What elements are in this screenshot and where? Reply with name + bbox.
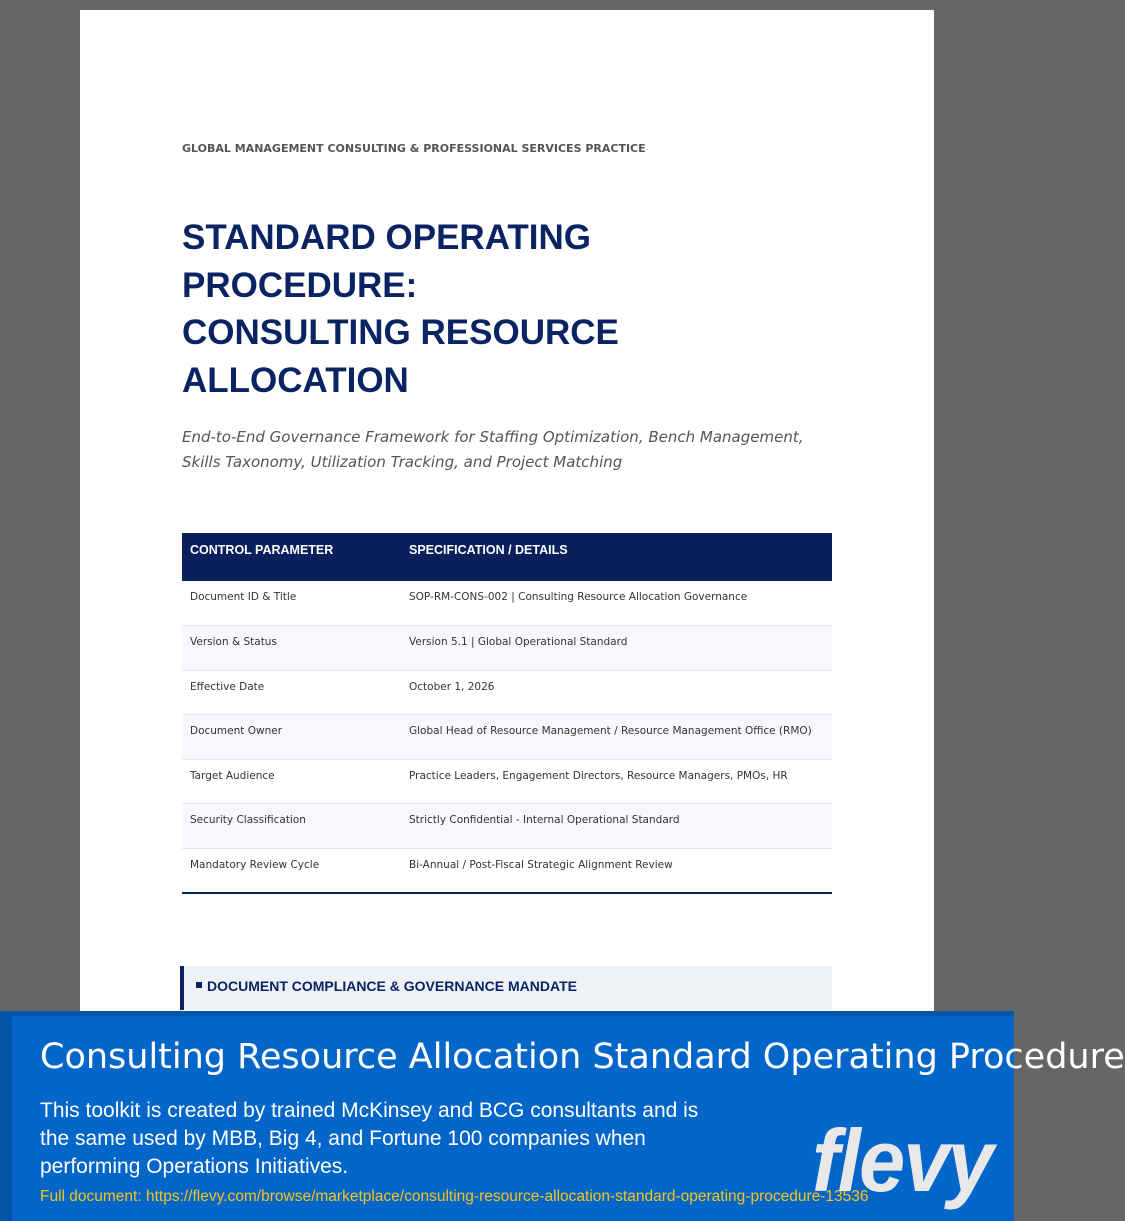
parameter-cell: Document Owner (190, 725, 283, 737)
parameter-cell: Document ID & Title (190, 591, 297, 603)
square-bullet-icon (196, 982, 202, 988)
table-row (182, 626, 832, 671)
table-row (182, 581, 832, 626)
flevy-logo-text: flevy (812, 1111, 998, 1210)
details-cell: October 1, 2026 (409, 680, 495, 693)
parameter-cell: Mandatory Review Cycle (190, 858, 320, 871)
promo-banner (0, 1011, 1125, 1221)
title-line: ALLOCATION (182, 360, 409, 400)
section-title-text: DOCUMENT COMPLIANCE & GOVERNANCE MANDATE (207, 978, 577, 994)
details-cell: Bi-Annual / Post-Fiscal Strategic Alignment Review (409, 858, 673, 871)
details-cell: Global Head of Resource Management / Resource Management Office (RMO) (409, 725, 812, 737)
table-row (182, 759, 832, 804)
column-header: SPECIFICATION / DETAILS (409, 543, 568, 557)
control-parameters-table (182, 533, 832, 894)
banner-description: This toolkit is created by trained McKinsey and BCG consultants and is the same used by MBB, Big 4, and Fortune 100 companies when performing Operations Initiatives. (40, 1099, 699, 1178)
details-cell: SOP-RM-CONS-002 | Consulting Resource Allocation Governance (409, 591, 748, 603)
table-row (182, 715, 832, 760)
banner-topline (0, 1011, 1014, 1016)
banner-title: Consulting Resource Allocation Standard Operating Procedure (40, 1037, 1125, 1077)
table-row (182, 670, 832, 715)
practice-kicker: GLOBAL MANAGEMENT CONSULTING & PROFESSIONAL SERVICES PRACTICE (182, 142, 646, 155)
document-subtitle: End-to-End Governance Framework for Staffing Optimization, Bench Management, Skills Taxonomy, Utilization Tracking, and Project Matching (182, 428, 804, 471)
section-header (180, 966, 832, 1010)
parameter-cell: Version & Status (190, 636, 277, 648)
title-line: CONSULTING RESOURCE (182, 313, 619, 352)
title-line: STANDARD OPERATING (182, 218, 591, 257)
parameter-cell: Security Classification (190, 814, 306, 826)
table-header-row (182, 533, 832, 581)
column-header: CONTROL PARAMETER (190, 543, 334, 557)
title-line: PROCEDURE: (182, 265, 418, 305)
document-title (182, 214, 742, 404)
flevy-logo (806, 1105, 998, 1210)
details-cell: Strictly Confidential - Internal Operational Standard (409, 814, 680, 826)
parameter-cell: Target Audience (190, 769, 275, 782)
parameter-cell: Effective Date (190, 680, 265, 693)
table-row (182, 804, 832, 849)
details-cell: Version 5.1 | Global Operational Standard (409, 636, 628, 648)
table-row (182, 848, 832, 893)
banner-edge (0, 1011, 12, 1221)
details-cell: Practice Leaders, Engagement Directors, Resource Managers, PMOs, HR (409, 769, 788, 782)
section-title (196, 978, 577, 994)
full-document-link[interactable]: Full document: https://flevy.com/browse/marketplace/consulting-resource-allocation-standard-operating-procedure-13536 (40, 1188, 869, 1205)
